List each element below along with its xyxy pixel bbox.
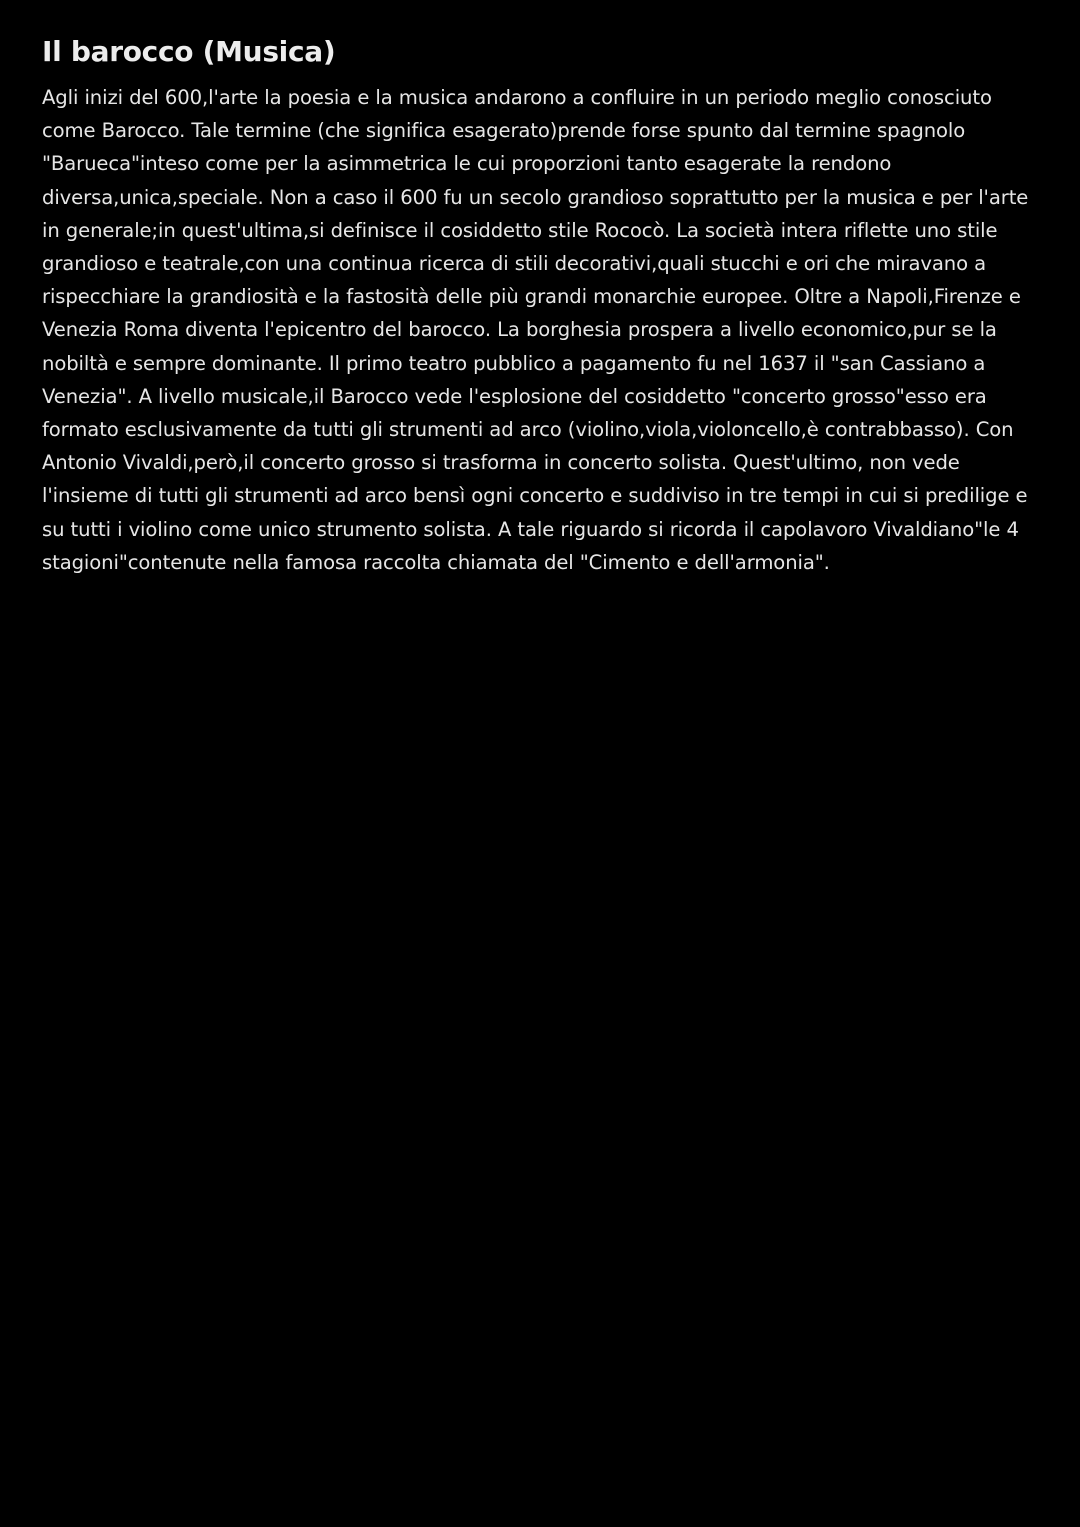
note-body-text: Agli inizi del 600,l'arte la poesia e la musica andarono a confluire in un periodo meglio conosciuto come Barocco. Tale termine (che significa esagerato)prende forse spunto dal termine spagnolo "Barueca"inteso come per la asimmetrica le cui proporzioni tanto esagerate la rendono diversa,unica,speciale. Non a caso il 600 fu un secolo grandioso soprattutto per la musica e per l'arte in generale;in quest'ultima,si definisce il cosiddetto stile Rococò. La società intera riflette uno stile grandioso e teatrale,con una continua ricerca di stili decorativi,quali stucchi e ori che miravano a rispecchiare la grandiosità e la fastosità delle più grandi monarchie europee. Oltre a Napoli,Firenze e Venezia Roma diventa l'epicentro del barocco. La borghesia prospera a livello economico,pur se la nobiltà e sempre dominante. Il primo teatro pubblico a pagamento fu nel 1637 il "san Cassiano a Venezia". A livello musicale,il Barocco vede l'esplosione del cosiddetto "concerto grosso"esso era formato esclusivamente da tutti gli strumenti ad arco (violino,viola,violoncello,è contrabbasso). Con Antonio Vivaldi,però,il concerto grosso si trasforma in concerto solista. Quest'ultimo, non vede l'insieme di tutti gli strumenti ad arco bensì ogni concerto e suddiviso in tre tempi in cui si predilige e su tutti i violino come unico strumento solista. A tale riguardo si ricorda il capolavoro Vivaldiano"le 4 stagioni"contenute nella famosa raccolta chiamata del "Cimento e dell'armonia".: [42, 86, 1029, 574]
note-title: Il barocco (Musica): [42, 35, 336, 68]
note-page: [42, 30, 1042, 579]
